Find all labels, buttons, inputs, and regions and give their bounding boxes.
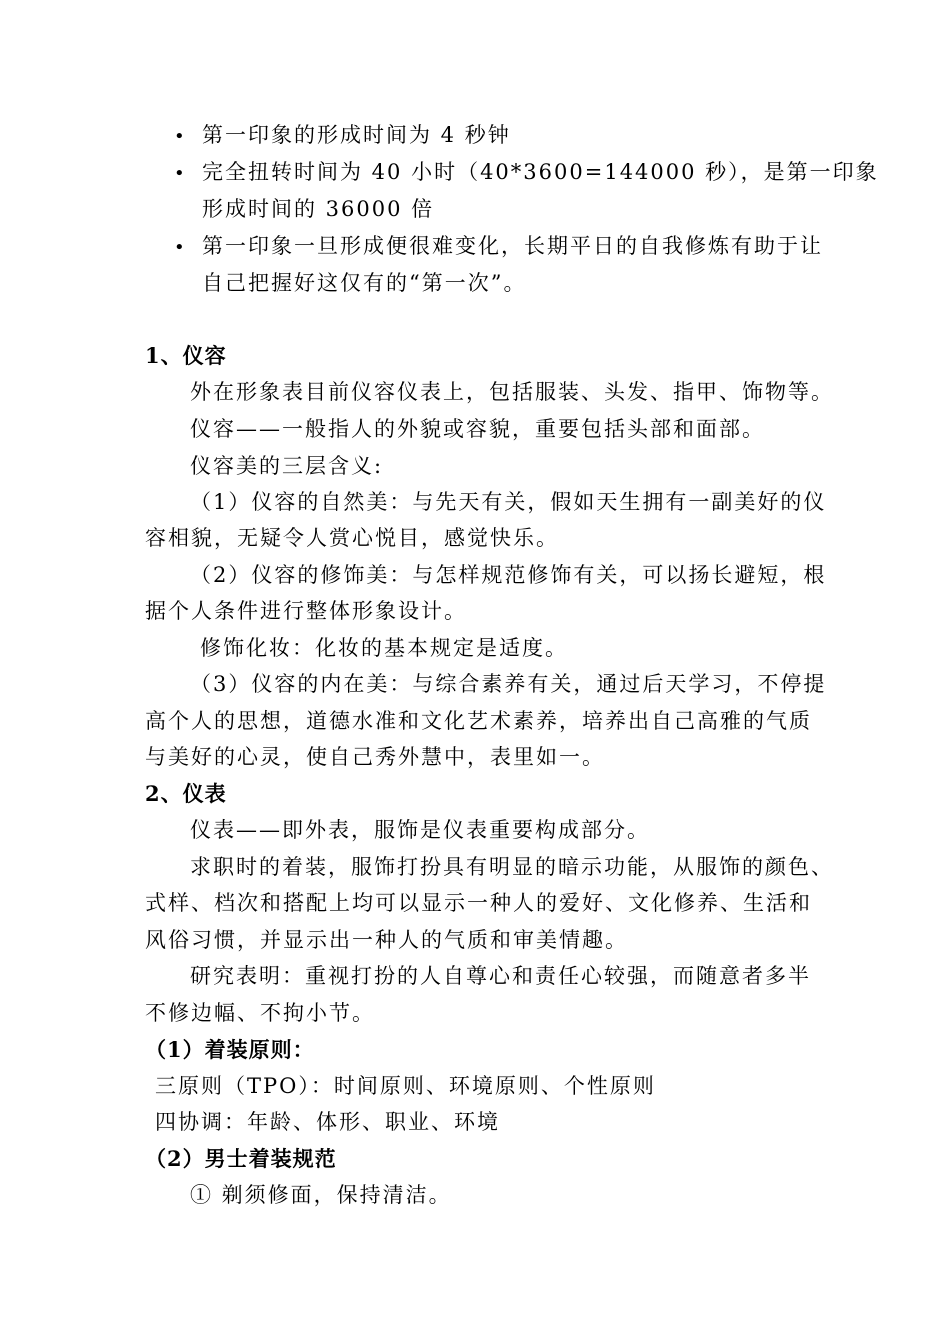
section-1-paragraph: 仪容——一般指人的外貌或容貌，重要包括头部和面部。: [190, 417, 765, 441]
bullet-item-1-line-1: 第一印象的形成时间为 4 秒钟: [202, 123, 511, 147]
makeup-line: 修饰化妆：化妆的基本规定是适度。: [200, 636, 568, 660]
section-1-paragraph: 仪容美的三层含义:: [190, 454, 384, 478]
section-1-paragraph: 外在形象表目前仪容仪表上，包括服装、头发、指甲、饰物等。: [190, 380, 834, 404]
dress-principles-heading: （1）着装原则：: [145, 1037, 315, 1062]
men-dress-item-1: ① 剃须修面，保持清洁。: [190, 1183, 452, 1207]
attire-paragraph-line-2: 式样、档次和搭配上均可以显示一种人的爱好、文化修养、生活和: [145, 891, 812, 915]
research-paragraph-line-1: 研究表明：重视打扮的人自尊心和责任心较强，而随意者多半: [190, 964, 811, 988]
bullet-icon: •: [174, 163, 185, 184]
natural-beauty-line-2: 容相貌，无疑令人赏心悦目，感觉快乐。: [145, 526, 559, 550]
section-2-paragraph: 仪表——即外表，服饰是仪表重要构成部分。: [190, 818, 650, 842]
decoration-beauty-line-1: （2）仪容的修饰美：与怎样规范修饰有关，可以扬长避短，根: [190, 563, 827, 587]
decoration-beauty-line-2: 据个人条件进行整体形象设计。: [145, 599, 467, 623]
research-paragraph-line-2: 不修边幅、不拘小节。: [145, 1001, 375, 1025]
bullet-icon: •: [174, 237, 185, 258]
inner-beauty-line-1: （3）仪容的内在美：与综合素养有关，通过后天学习，不停提: [190, 672, 827, 696]
four-coordination: 四协调：年龄、体形、职业、环境: [155, 1110, 500, 1134]
men-dress-heading: （2）男士着装规范: [145, 1146, 337, 1171]
attire-paragraph-line-3: 风俗习惯，并显示出一种人的气质和审美情趣。: [145, 928, 628, 952]
inner-beauty-line-3: 与美好的心灵，使自己秀外慧中，表里如一。: [145, 745, 605, 769]
inner-beauty-line-2: 高个人的思想，道德水准和文化艺术素养，培养出自己高雅的气质: [145, 709, 812, 733]
bullet-item-3-line-2: 自己把握好这仅有的“第一次”。: [202, 271, 527, 295]
bullet-item-2-line-2: 形成时间的 36000 倍: [202, 197, 435, 221]
section-2-heading: 2、仪表: [145, 781, 227, 806]
bullet-item-3-line-1: 第一印象一旦形成便很难变化，长期平日的自我修炼有助于让: [202, 234, 823, 258]
bullet-item-2-line-1: 完全扭转时间为 40 小时（40*3600=144000 秒），是第一印象: [202, 160, 879, 184]
attire-paragraph-line-1: 求职时的着装，服饰打扮具有明显的暗示功能，从服饰的颜色、: [190, 855, 834, 879]
tpo-principles: 三原则（TPO）：时间原则、环境原则、个性原则: [155, 1074, 656, 1098]
natural-beauty-line-1: （1）仪容的自然美：与先天有关，假如天生拥有一副美好的仪: [190, 490, 827, 514]
section-1-heading: 1、仪容: [145, 343, 227, 368]
bullet-icon: •: [174, 126, 185, 147]
